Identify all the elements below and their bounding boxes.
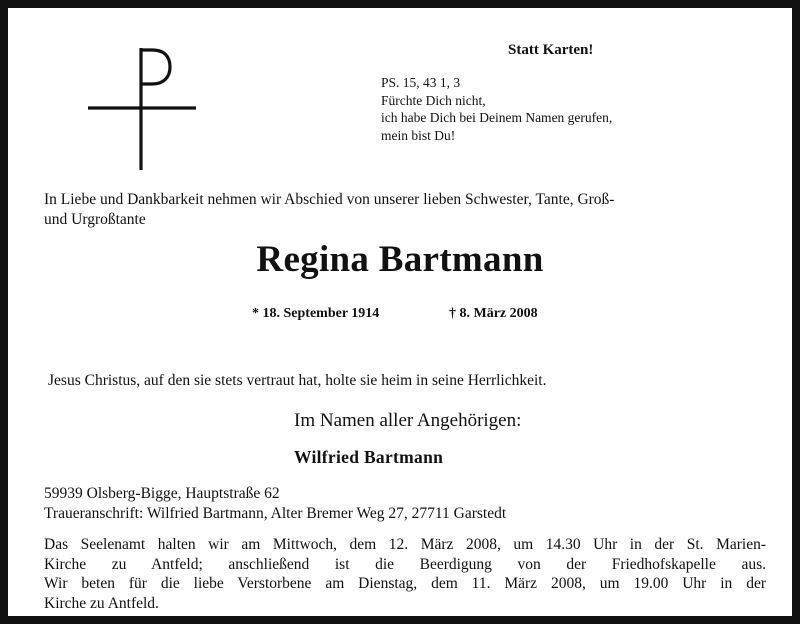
service-line: Kirche zu Antfeld; anschließend ist die Beerdigung von der Friedhofskapelle aus. — [44, 555, 766, 573]
psalm-quote — [381, 74, 612, 144]
birth-date: * 18. September 1914 — [252, 306, 380, 321]
intro-text — [44, 190, 776, 230]
faith-statement: Jesus Christus, auf den sie stets vertraut hat, holte sie heim in seine Herrlichkeit. — [48, 372, 547, 389]
service-line: Kirche zu Antfeld. — [44, 594, 159, 612]
address-line: 59939 Olsberg-Bigge, Hauptstraße 62 — [44, 485, 280, 502]
address-block — [44, 484, 506, 524]
psalm-line: mein bist Du! — [381, 127, 456, 143]
service-line: Wir beten für die liebe Verstorbene am Dienstag, dem 11. März 2008, um 19.00 Uhr in der — [44, 575, 766, 592]
psalm-line: Fürchte Dich nicht, — [381, 92, 486, 108]
psalm-line: PS. 15, 43 1, 3 — [381, 75, 461, 90]
service-line: Das Seelenamt halten wir am Mittwoch, dem 12. März 2008, um 14.30 Uhr in der St. Marien- — [44, 536, 766, 553]
service-info — [44, 535, 766, 613]
intro-line: In Liebe und Dankbarkeit nehmen wir Abschied von unserer lieben Schwester, Tante, Groß- — [44, 191, 615, 208]
chi-rho-cross-icon — [86, 46, 198, 172]
deceased-name: Regina Bartmann — [256, 239, 544, 280]
signer-name: Wilfried Bartmann — [294, 447, 444, 467]
intro-line: und Urgroßtante — [44, 211, 146, 228]
death-date: † 8. März 2008 — [449, 306, 538, 321]
statt-karten-heading: Statt Karten! — [508, 42, 594, 58]
psalm-line: ich habe Dich bei Deinem Namen gerufen, — [381, 110, 613, 125]
mourning-address-line: Traueranschrift: Wilfried Bartmann, Alter Bremer Weg 27, 27711 Garstedt — [44, 505, 507, 522]
on-behalf-label: Im Namen aller Angehörigen: — [294, 410, 522, 431]
